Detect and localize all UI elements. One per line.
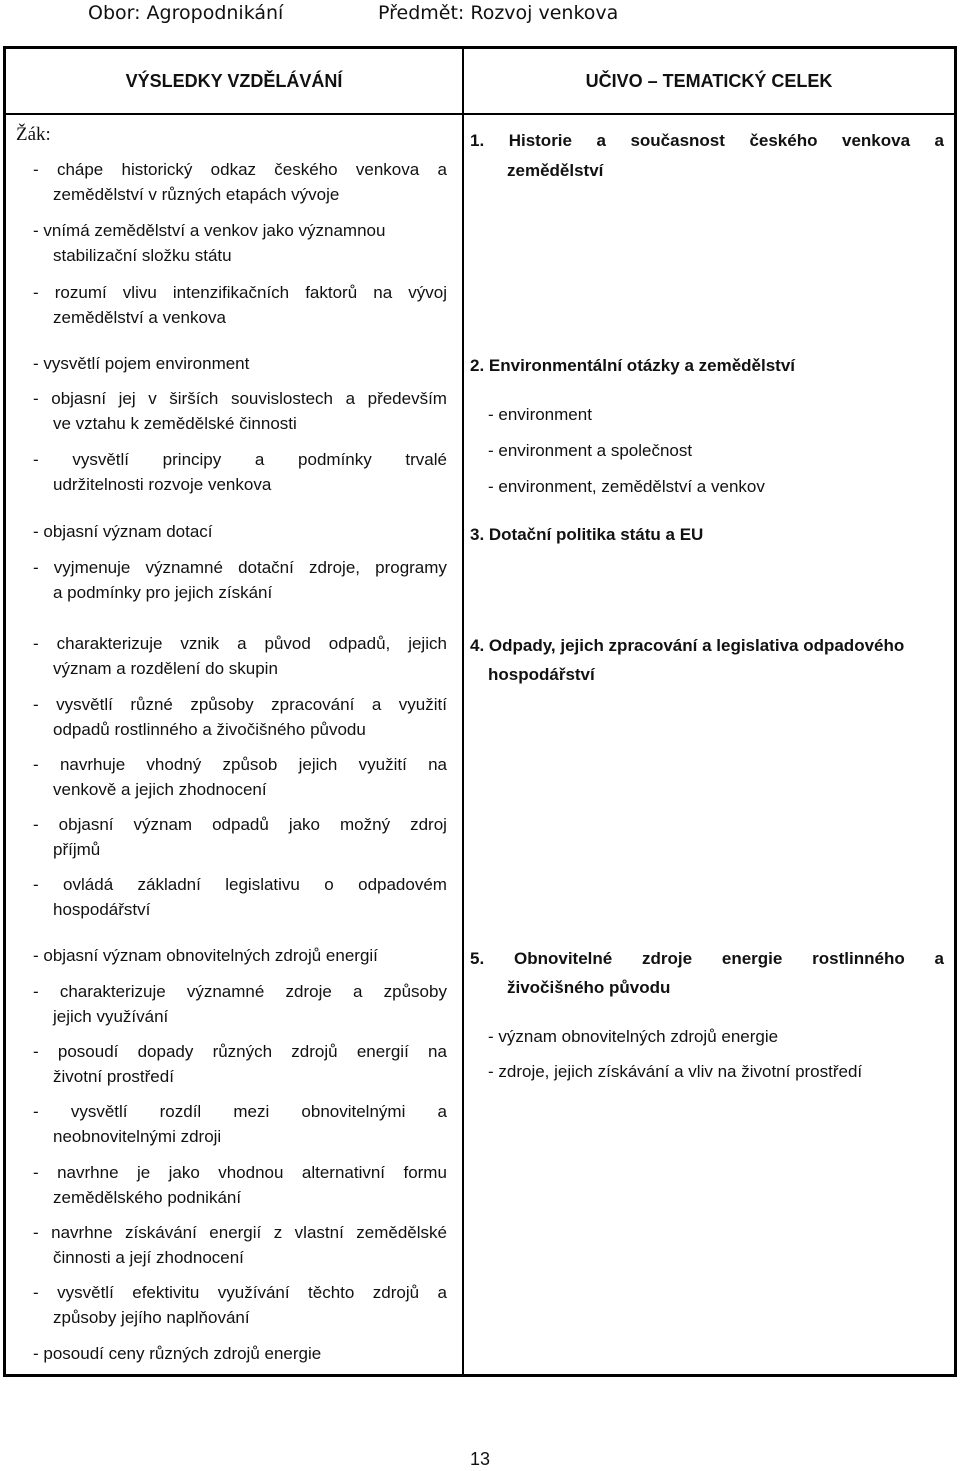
word: využití [358, 755, 407, 774]
word: jejich [408, 634, 447, 653]
word: různých [212, 1042, 273, 1061]
word: mezi [233, 1102, 270, 1121]
word: a [237, 634, 247, 653]
word: trvalé [405, 450, 447, 469]
word: českého [274, 160, 338, 179]
word: významné [145, 558, 223, 577]
outcome-line [33, 1280, 447, 1305]
word: významné [186, 982, 265, 1001]
outcome-line: význam a rozdělení do skupin [53, 659, 278, 678]
outcome-line: zemědělského podnikání [53, 1188, 242, 1207]
outcome-line: hospodářství [53, 900, 151, 919]
outcome-line: - vysvětlí pojem environment [33, 354, 250, 373]
word: získávání [125, 1223, 197, 1242]
predmet-label: Předmět: Rozvoj venkova [378, 2, 619, 24]
word: dotační [238, 558, 294, 577]
word: a [934, 949, 944, 968]
outcome-line: příjmů [53, 840, 101, 859]
results-header: VÝSLEDKY VZDĚLÁVÁNÍ [125, 70, 343, 91]
word: a [437, 1283, 447, 1302]
word: na [373, 283, 393, 302]
word: energií [209, 1223, 262, 1242]
word: jako [168, 1163, 200, 1182]
word: formu [403, 1163, 447, 1182]
word: především [367, 389, 447, 408]
word: - [33, 1283, 39, 1302]
word: využívání [217, 1283, 290, 1302]
outcome-line [33, 812, 447, 837]
outcome-line [33, 1039, 447, 1064]
word: - [33, 695, 39, 714]
word: - [33, 283, 39, 302]
word: rozumí [54, 283, 107, 302]
word: českého [749, 131, 818, 150]
word: charakterizuje [56, 634, 163, 653]
outcome-line: - posoudí ceny různých zdrojů energie [33, 1344, 322, 1363]
topics-header: UČIVO – TEMATICKÝ CELEK [585, 70, 833, 91]
word: - [33, 558, 39, 577]
word: a [345, 389, 356, 408]
word: způsoby [190, 695, 254, 714]
outcome-line [33, 752, 447, 777]
word: odpadů, [328, 634, 391, 653]
word: - [33, 875, 39, 894]
word: zdrojů [291, 1042, 338, 1061]
outcome-line [33, 1099, 447, 1124]
outcome-line: zemědělství v různých etapách vývoje [53, 185, 340, 204]
word: odpadovém [358, 875, 447, 894]
word: zdrojů [372, 1283, 420, 1302]
word: v [148, 389, 157, 408]
word: odkaz [210, 160, 257, 179]
topic-item: - význam obnovitelných zdrojů energie [488, 1027, 779, 1046]
outcome-line: stabilizační složku státu [53, 246, 232, 265]
word: - [33, 755, 39, 774]
word: na [428, 1042, 447, 1061]
word: způsoby [383, 982, 447, 1001]
obor-label: Obor: Agropodnikání [88, 2, 284, 24]
word: vlastní [294, 1223, 344, 1242]
word: vysvětlí [57, 1283, 114, 1302]
word: Historie [508, 131, 572, 150]
word: různé [130, 695, 173, 714]
word: vysvětlí [70, 1102, 128, 1121]
outcome-line: jejich využívání [53, 1007, 169, 1026]
word: vhodnou [218, 1163, 284, 1182]
word: a [437, 1102, 447, 1121]
word: - [33, 634, 39, 653]
word: zdroje, [308, 558, 360, 577]
word: efektivitu [132, 1283, 200, 1302]
word: o [324, 875, 334, 894]
word: 5. [470, 949, 485, 968]
word: souvislostech [230, 389, 334, 408]
word: charakterizuje [59, 982, 166, 1001]
word: zpracování [271, 695, 355, 714]
word: dopady [137, 1042, 194, 1061]
word: vysvětlí [72, 450, 130, 469]
word: Obnovitelné [513, 949, 613, 968]
word: základní [137, 875, 201, 894]
column-divider [462, 49, 464, 1374]
word: zdroje [285, 982, 332, 1001]
word: a [371, 695, 382, 714]
word: vývoj [408, 283, 447, 302]
word: je [136, 1163, 151, 1182]
outcome-line [33, 631, 447, 656]
word: jej [118, 389, 136, 408]
topic-title: živočišného původu [507, 978, 671, 997]
word: způsob [222, 755, 278, 774]
outcome-line: - objasní význam dotací [33, 522, 213, 541]
topic-item: - environment [488, 405, 592, 424]
outcome-line [33, 555, 447, 580]
outcome-line [33, 386, 447, 411]
document-header [0, 0, 960, 28]
topic-title: 2. Environmentální otázky a zemědělství [470, 356, 796, 375]
word: širších [169, 389, 219, 408]
word: rostlinného [812, 949, 905, 968]
word: navrhne [51, 1223, 113, 1242]
word: využití [398, 695, 447, 714]
topic-title: 4. Odpady, jejich zpracování a legislativa odpadového [470, 636, 905, 655]
word: obnovitelnými [301, 1102, 406, 1121]
outcome-line: udržitelnosti rozvoje venkova [53, 475, 272, 494]
word: chápe [56, 160, 104, 179]
outcome-line: - objasní význam obnovitelných zdrojů energií [33, 946, 378, 965]
word: navrhuje [59, 755, 126, 774]
word: vlivu [122, 283, 157, 302]
outcome-line: ve vztahu k zemědělské činnosti [53, 414, 297, 433]
word: - [33, 389, 39, 408]
outcome-line: a podmínky pro jejich získání [53, 583, 273, 602]
header-divider [6, 113, 954, 115]
word: - [33, 815, 39, 834]
outcome-line [33, 447, 447, 472]
word: principy [162, 450, 222, 469]
word: a [934, 131, 944, 150]
word: intenzifikačních [172, 283, 290, 302]
outcome-line: činnosti a její zhodnocení [53, 1248, 244, 1267]
word: venkova [841, 131, 911, 150]
outcome-line [33, 1220, 447, 1245]
word: na [428, 755, 447, 774]
word: a [352, 982, 363, 1001]
word: energií [356, 1042, 409, 1061]
word: objasní [51, 389, 107, 408]
word: a [596, 131, 606, 150]
word: současnost [630, 131, 725, 150]
outcome-line: zemědělství a venkova [53, 308, 226, 327]
word: - [33, 160, 39, 179]
outcome-line: neobnovitelnými zdroji [53, 1127, 222, 1146]
word: těchto [308, 1283, 355, 1302]
topic-title: zemědělství [507, 161, 604, 180]
word: význam [133, 815, 193, 834]
word: posoudí [57, 1042, 119, 1061]
outcome-line [33, 979, 447, 1004]
outcome-line [33, 157, 447, 182]
word: 1. [470, 131, 485, 150]
outcome-line: - vnímá zemědělství a venkov jako významnou [33, 221, 386, 240]
topic-title [470, 128, 944, 153]
word: objasní [58, 815, 114, 834]
word: původ [264, 634, 311, 653]
word: legislativu [225, 875, 300, 894]
word: vhodný [146, 755, 202, 774]
word: z [273, 1223, 283, 1242]
word: a [254, 450, 265, 469]
word: vysvětlí [56, 695, 113, 714]
word: energie [721, 949, 783, 968]
word: ovládá [63, 875, 114, 894]
word: odpadů [212, 815, 269, 834]
word: alternativní [301, 1163, 386, 1182]
topic-item: - zdroje, jejich získávání a vliv na životní prostředí [488, 1062, 863, 1081]
outcome-line [33, 1160, 447, 1185]
word: faktorů [305, 283, 358, 302]
word: - [33, 1163, 39, 1182]
word: programy [375, 558, 447, 577]
word: - [33, 1223, 39, 1242]
word: - [33, 982, 39, 1001]
word: vznik [180, 634, 220, 653]
topic-title: 3. Dotační politika státu a EU [470, 525, 704, 544]
outcome-line: venkově a jejich zhodnocení [53, 780, 267, 799]
outcome-line [33, 692, 447, 717]
word: zdroje [642, 949, 693, 968]
word: zdroj [410, 815, 447, 834]
topic-title [470, 946, 944, 971]
word: a [437, 160, 447, 179]
word: - [33, 1102, 39, 1121]
word: jejich [298, 755, 338, 774]
outcome-line [33, 872, 447, 897]
word: podmínky [298, 450, 372, 469]
word: - [33, 1042, 39, 1061]
word: navrhne [57, 1163, 119, 1182]
word: venkova [355, 160, 420, 179]
word: vyjmenuje [53, 558, 131, 577]
topic-item: - environment, zemědělství a venkov [488, 477, 765, 496]
page-number: 13 [470, 1449, 491, 1469]
outcome-line [33, 280, 447, 305]
outcome-line: životní prostředí [53, 1067, 174, 1086]
word: možný [340, 815, 391, 834]
outcome-line: odpadů rostlinného a živočišného původu [53, 720, 366, 739]
outcome-line: způsoby jejího naplňování [53, 1308, 250, 1327]
word: jako [288, 815, 320, 834]
topic-title: hospodářství [488, 665, 595, 684]
word: rozdíl [159, 1102, 202, 1121]
topic-item: - environment a společnost [488, 441, 693, 460]
word: zemědělské [356, 1223, 447, 1242]
word: historický [121, 160, 193, 179]
student-label: Žák: [16, 124, 51, 145]
word: - [33, 450, 39, 469]
